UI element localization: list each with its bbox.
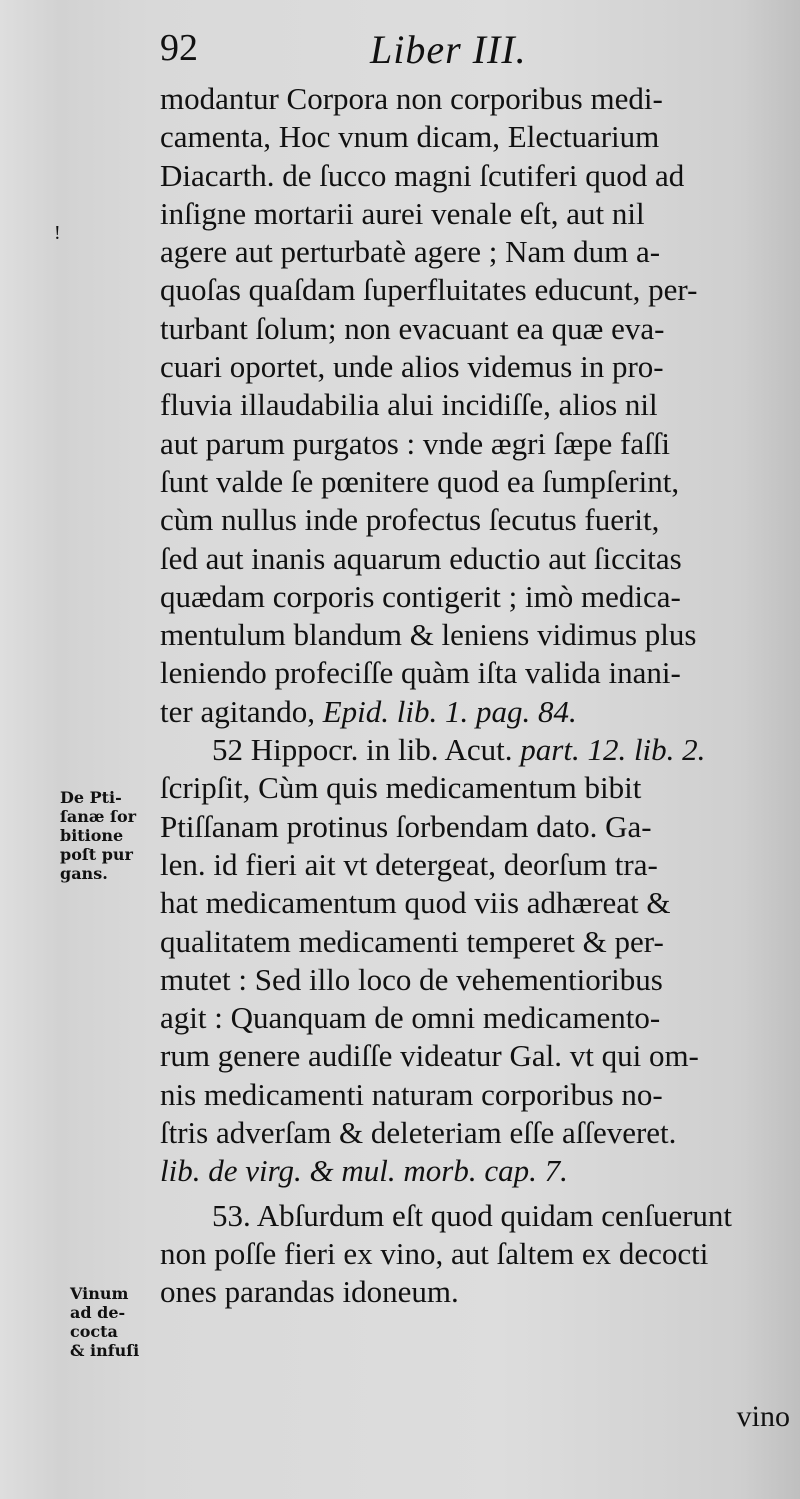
citation: Epid. lib. 1. pag. 84. <box>322 693 577 729</box>
text-line: quædam corporis contigerit ; imò medica- <box>160 578 681 614</box>
section-52-lead <box>160 731 785 769</box>
text-line: nis medicamenti naturam corporibus no- <box>160 1076 663 1112</box>
margin-note-line: poſt pur <box>60 845 133 864</box>
margin-note-vinum <box>70 1284 180 1360</box>
text-line: agit : Quanquam de omni medicamento- <box>160 1000 661 1036</box>
text-line: ſtris adverſam & deleteriam eſſe aſſeveret. <box>160 1115 677 1151</box>
margin-note-pisana <box>60 788 170 883</box>
text-line: leniendo profeciſſe quàm iſta valida inani- <box>160 655 681 691</box>
text-line: quoſas quaſdam ſuperfluitates educunt, per- <box>160 272 698 308</box>
page-header <box>160 26 720 82</box>
text-fragment: 52 Hippocr. in lib. Acut. <box>212 732 513 768</box>
text-line: Ptiſſanam protinus ſorbendam dato. Ga- <box>160 808 652 844</box>
margin-mark: ! <box>54 222 61 244</box>
text-line: cuari oportet, unde alios videmus in pro- <box>160 349 664 385</box>
citation: lib. de virg. & mul. morb. cap. 7. <box>160 1153 568 1189</box>
catchword: vino <box>736 1400 790 1433</box>
text-line: aut parum purgatos : vnde ægri ſæpe faſſi <box>160 425 670 461</box>
text-line: camenta, Hoc vnum dicam, Electuarium <box>160 119 660 155</box>
text-line: ſunt valde ſe pœnitere quod ea ſumpſerint, <box>160 463 680 499</box>
margin-note-line: ad de- <box>70 1303 126 1322</box>
text-line: cùm nullus inde profectus ſecutus fuerit, <box>160 502 660 538</box>
text-line-with-citation <box>160 693 785 731</box>
margin-note-line: ſanæ ſor <box>60 807 137 826</box>
text-line: ones parandas idoneum. <box>160 1274 459 1310</box>
margin-note-line: gans. <box>60 864 108 883</box>
text-line: agere aut perturbatè agere ; Nam dum a- <box>160 234 661 270</box>
text-line: inſigne mortarii aurei venale eſt, aut nil <box>160 195 645 231</box>
running-head: Liber III. <box>370 27 527 72</box>
text-line: fluvia illaudabilia alui incidiſſe, alios nil <box>160 387 658 423</box>
text-line: hat medicamentum quod viis adhæreat & <box>160 885 671 921</box>
text-line: non poſſe fieri ex vino, aut ſaltem ex decocti <box>160 1235 709 1271</box>
text-line: qualitatem medicamenti temperet & per- <box>160 923 664 959</box>
margin-note-line: De Pti- <box>60 788 122 807</box>
text-line: 53. Abſurdum eſt quod quidam cenſuerunt <box>212 1197 733 1233</box>
body-text <box>160 80 785 1312</box>
text-line: mentulum blandum & leniens vidimus plus <box>160 617 697 653</box>
margin-note-line: cocta <box>70 1322 118 1341</box>
text-line: ſed aut inanis aquarum eductio aut ſiccitas <box>160 540 682 576</box>
text-line: Diacarth. de ſucco magni ſcutiferi quod ad <box>160 157 685 193</box>
text-line: turbant ſolum; non evacuant ea quæ eva- <box>160 310 665 346</box>
margin-note-line: bitione <box>60 826 124 845</box>
margin-note-line: Vinum <box>70 1284 129 1303</box>
text-line: mutet : Sed illo loco de vehementioribus <box>160 961 663 997</box>
margin-note-line: & infuſi <box>70 1341 140 1360</box>
page-number: 92 <box>160 27 198 69</box>
text-line: rum genere audiſſe videatur Gal. vt qui om- <box>160 1038 699 1074</box>
text-line: modantur Corpora non corporibus medi- <box>160 81 663 116</box>
citation: part. 12. lib. 2. <box>520 732 706 768</box>
text-line: ſcripſit, Cùm quis medicamentum bibit <box>160 770 642 806</box>
text-fragment: ter agitando, <box>160 693 315 729</box>
text-line: len. id fieri ait vt detergeat, deorſum tra- <box>160 846 658 882</box>
